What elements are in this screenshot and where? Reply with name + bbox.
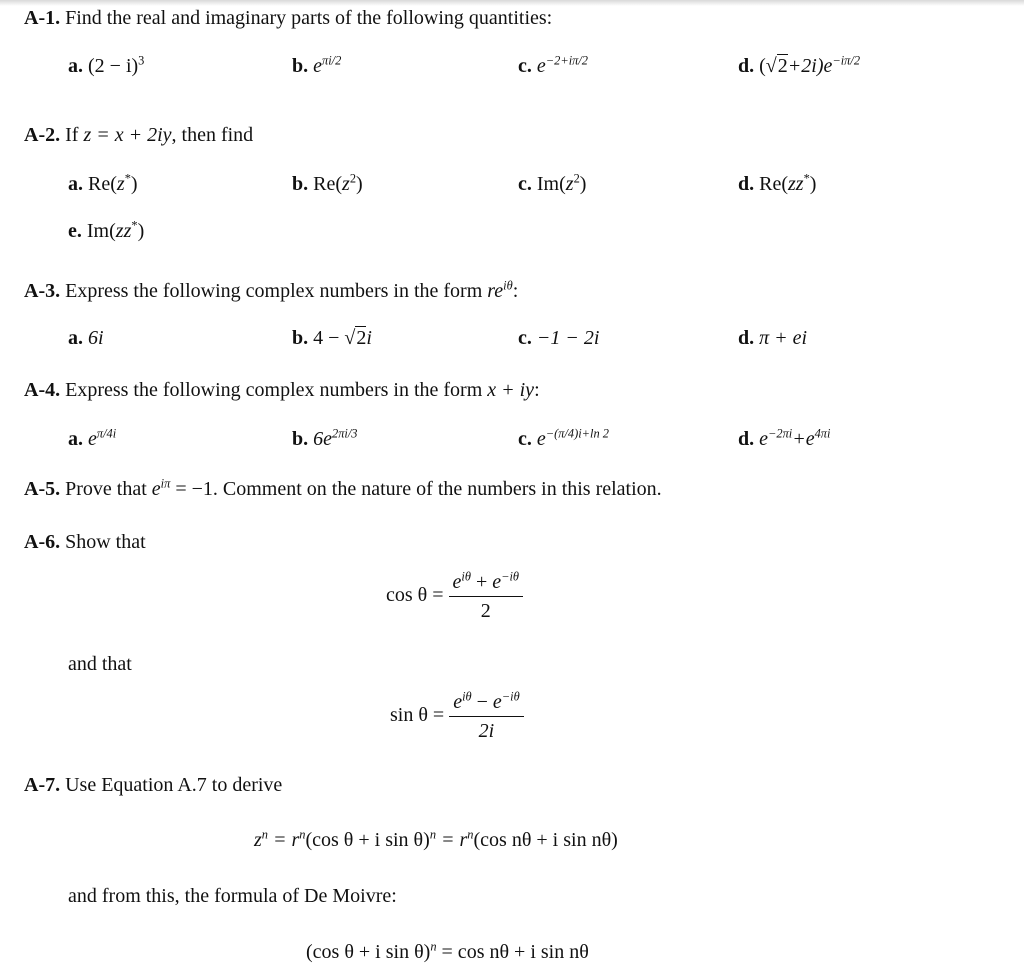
a4-item-a: a. $e^{\pi/4i}$ [68,426,117,450]
de-moivre-derivation-equation: $z^n = r^n(\cos$ θ + i $\sin \theta)^n = r^n(\cos$ nθ + i sin nθ) [254,827,618,851]
de-moivre-formula: (cos θ + i sin θ)$^n$ = cos nθ + i sin nθ [306,939,589,963]
a2-item-d: d. Re(zz*) [738,171,817,195]
problem-number: A-4. [24,379,61,401]
problem-a5-statement: A-5. Prove that $e^{i\pi} = -1$. Comment on the nature of the numbers in this relation. [24,476,662,500]
problem-a4-statement: A-4. Express the following complex numbers in the form x + iy: [24,379,540,401]
sin-equation: sin θ = $\frac{e^{i\theta} - e^{-i\theta}}{2i}$ [390,690,524,743]
a1-item-c: c. $e^{-2+i\pi/2}$ [518,53,588,77]
problem-number: A-6. [24,531,61,553]
a2-item-e: e. Im(zz*) [68,218,145,242]
a4-item-d: d. $e^{-2\pi i}+e^{4\pi i}$ [738,426,831,450]
problem-number: A-2. [24,124,61,146]
a4-item-c: c. $e^{-(\pi/4)i+ln 2}$ [518,426,609,450]
problem-number: A-1. [24,7,61,29]
a3-item-b: b. 4 − √2i [292,327,372,349]
from-this-text: and from this, the formula of De Moivre: [68,885,397,907]
sqrt-symbol: √2 [344,327,367,349]
problem-a3-statement: A-3. Express the following complex numbers in the form $re^{i\theta}$: [24,278,519,302]
a2-item-a: a. Re(z*) [68,171,138,195]
problem-number: A-7. [24,774,61,796]
cos-equation: cos θ = $\frac{e^{i\theta} + e^{-i\theta}}{2}$ [386,570,523,623]
cos-fraction: $\frac{e^{i\theta} + e^{-i\theta}}{2}$ [449,570,523,623]
a4-item-b: b. $6e^{2\pi i/3}$ [292,426,358,450]
sqrt-symbol: √2 [765,55,788,77]
a3-item-c: c. −1 − 2i [518,327,600,349]
sin-fraction: $\frac{e^{i\theta} - e^{-i\theta}}{2i}$ [449,690,523,743]
a1-item-b: b. $e^{\pi i/2}$ [292,53,342,77]
a1-item-d: d. $(√2+2i)e^{-i\pi/2}$ [738,53,861,77]
a1-item-a: a. $(2 - i)^3$ [68,53,145,77]
problem-text: Find the real and imaginary parts of the following quantities: [65,7,553,29]
a2-item-c: c. $Im(z^2)$ [518,171,587,195]
a3-item-a: a. 6i [68,327,104,349]
problem-a6-statement: A-6. Show that [24,531,146,553]
problem-a2-statement: A-2. If z = x + 2iy, then find [24,124,254,146]
problem-a7-statement: A-7. Use Equation A.7 to derive [24,774,283,796]
a2-item-b: b. $Re(z^2)$ [292,171,363,195]
problem-number: A-3. [24,280,61,302]
a3-item-d: d. π + ei [738,327,808,349]
and-that-text: and that [68,653,132,675]
problem-a1-statement [24,6,552,30]
problem-number: A-5. [24,478,61,500]
